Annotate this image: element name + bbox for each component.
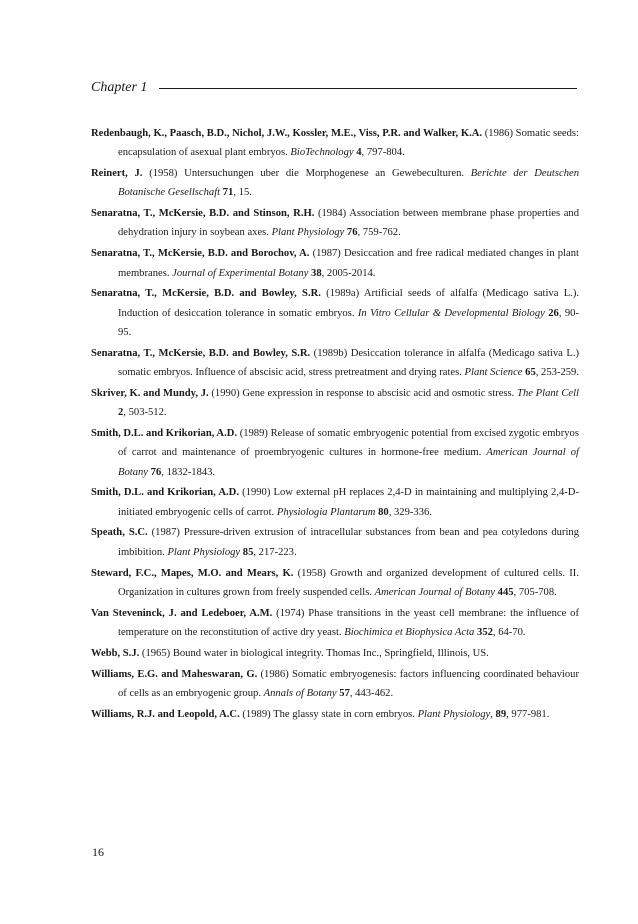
reference-authors: Williams, R.J. and Leopold, A.C. — [91, 708, 240, 720]
reference-entry — [91, 644, 579, 663]
reference-authors: Senaratna, T., McKersie, B.D. and Borochov, A. — [91, 248, 310, 260]
reference-details: (1974) Phase transitions in the yeast cell membrane: the influence of temperature on the reconstitution of active dry yeast. — [118, 607, 579, 638]
reference-authors: Skriver, K. and Mundy, J. — [91, 387, 209, 399]
reference-journal: Physiologia Plantarum — [276, 506, 376, 518]
reference-authors: Steward, F.C., Mapes, M.O. and Mears, K. — [91, 567, 294, 579]
reference-details: (1989a) Artificial seeds of alfalfa (Medicago sativa L.). Induction of desiccation tolerance in somatic embryos. — [118, 288, 580, 319]
reference-entry — [91, 483, 579, 522]
reference-details: (1958) Growth and organized development of cultured cells. II. Organization in cultures grown from freely suspended cells. — [118, 567, 579, 598]
reference-pages: , 503-512. — [123, 407, 167, 419]
reference-authors: Senaratna, T., McKersie, B.D. and Stinson, R.H. — [91, 208, 315, 220]
reference-details: (1989) The glassy state in corn embryos. — [239, 708, 418, 720]
reference-volume: 26 — [548, 307, 559, 319]
reference-journal: American Journal of Botany — [374, 586, 495, 598]
reference-details: (1986) Somatic seeds: encapsulation of asexual plant embryos. — [118, 128, 579, 159]
reference-entry — [91, 424, 579, 482]
reference-details: (1986) Somatic embryogenesis: factors influencing coordinated behaviour of cells as an embryogenic group. — [118, 668, 579, 699]
reference-details: (1990) Low external pH replaces 2,4-D in maintaining and multiplying 2,4-D-initiated embryogenic cells of carrot. — [118, 487, 579, 518]
reference-entry — [91, 604, 579, 643]
reference-volume: 2 — [118, 407, 124, 419]
reference-details: (1990) Gene expression in response to abscisic acid and osmotic stress. — [208, 387, 518, 399]
reference-entry — [91, 344, 579, 383]
reference-journal: Plant Physiology — [417, 708, 491, 720]
reference-volume: 85 — [242, 546, 254, 558]
reference-details: (1958) Untersuchungen uber die Morphogenese an Gewebeculturen. — [142, 168, 471, 180]
reference-details: (1989) Release of somatic embryogenic potential from excised zygotic embryos of carrot and maintenance of proembryogenic cultures in hormone-free medium. — [118, 427, 579, 459]
reference-details: (1984) Association between membrane phase properties and dehydration injury in soybean axes. — [118, 208, 579, 239]
reference-volume: 76 — [346, 227, 358, 239]
reference-authors: Williams, E.G. and Maheswaran, G. — [91, 668, 258, 680]
page-number: 16 — [92, 845, 104, 859]
reference-volume: 57 — [339, 687, 350, 699]
reference-authors: Senaratna, T., McKersie, B.D. and Bowley, S.R. — [91, 347, 311, 359]
reference-pages: , 2005-2014. — [321, 267, 376, 279]
reference-authors: Speath, S.C. — [91, 527, 148, 539]
reference-authors: Smith, D.L. and Krikorian, A.D. — [91, 487, 239, 499]
reference-pages: , 977-981. — [506, 708, 550, 720]
reference-pages: , 64-70. — [492, 626, 526, 638]
reference-journal: The Plant Cell — [517, 387, 579, 399]
reference-pages: , 443-462. — [349, 687, 394, 699]
reference-journal: American Journal of Botany — [118, 447, 579, 478]
reference-entry — [91, 523, 579, 562]
reference-journal: Annals of Botany — [263, 687, 337, 699]
reference-pages: , 329-336. — [388, 506, 432, 518]
reference-authors: Reinert, J. — [91, 168, 143, 180]
reference-pages: , 15. — [233, 187, 252, 199]
reference-volume: 71 — [222, 187, 234, 199]
reference-separator: , — [490, 708, 496, 720]
reference-volume: 352 — [477, 626, 493, 638]
reference-details: (1987) Pressure-driven extrusion of intracellular substances from bean and pea cotyledons during imbibition. — [118, 527, 579, 558]
reference-journal: Berichte der Deutschen Botanische Gesellschaft — [118, 168, 579, 199]
reference-details: (1989b) Desiccation tolerance in alfalfa (Medicago sativa L.) somatic embryos. Influence of abscisic acid, stress pretreatment and drying rates. — [118, 347, 579, 379]
reference-authors: Senaratna, T., McKersie, B.D. and Bowley, S.R. — [91, 288, 321, 300]
reference-journal: Plant Physiology — [271, 227, 345, 239]
reference-entry — [91, 705, 579, 724]
reference-journal: In Vitro Cellular & Developmental Biology — [357, 307, 545, 319]
reference-journal: BioTechnology — [290, 147, 354, 159]
reference-volume: 38 — [311, 267, 322, 279]
reference-details: (1965) Bound water in biological integrity. Thomas Inc., Springfield, Illinois, US. — [139, 647, 489, 659]
reference-pages: , 797-804. — [361, 147, 405, 159]
reference-volume: 80 — [378, 506, 389, 518]
reference-volume: 89 — [495, 708, 507, 720]
reference-pages: , 759-762. — [357, 227, 401, 239]
running-header — [91, 77, 577, 99]
reference-journal: Biochimica et Biophysica Acta — [344, 626, 475, 638]
reference-journal: Journal of Experimental Botany — [172, 267, 309, 279]
reference-entry — [91, 124, 579, 163]
reference-entry — [91, 164, 579, 203]
reference-authors: Webb, S.J. — [91, 647, 140, 659]
reference-pages: , 253-259. — [535, 367, 580, 379]
reference-list — [91, 124, 579, 725]
reference-journal: Plant Science — [464, 367, 523, 379]
reference-details: (1987) Desiccation and free radical mediated changes in plant membranes. — [118, 248, 579, 279]
reference-journal: Plant Physiology — [167, 546, 241, 558]
reference-authors: Redenbaugh, K., Paasch, B.D., Nichol, J.W., Kossler, M.E., Viss, P.R. and Walker, K.A. — [91, 128, 483, 139]
reference-volume: 76 — [150, 466, 162, 478]
reference-volume: 445 — [497, 586, 514, 598]
reference-pages: , 1832-1843. — [161, 466, 216, 478]
reference-entry — [91, 284, 579, 342]
reference-entry — [91, 244, 579, 283]
reference-pages: , 90-95. — [118, 307, 579, 338]
reference-entry — [91, 384, 579, 423]
reference-volume: 65 — [525, 367, 536, 379]
reference-pages: , 217-223. — [253, 546, 297, 558]
reference-entry — [91, 665, 579, 704]
reference-authors: Smith, D.L. and Krikorian, A.D. — [91, 427, 238, 439]
reference-volume: 4 — [356, 147, 362, 159]
reference-pages: , 705-708. — [513, 586, 557, 598]
header-rule — [159, 88, 577, 89]
reference-entry — [91, 564, 579, 603]
chapter-label: Chapter 1 — [91, 80, 148, 95]
reference-entry — [91, 204, 579, 243]
reference-authors: Van Steveninck, J. and Ledeboer, A.M. — [91, 607, 273, 619]
